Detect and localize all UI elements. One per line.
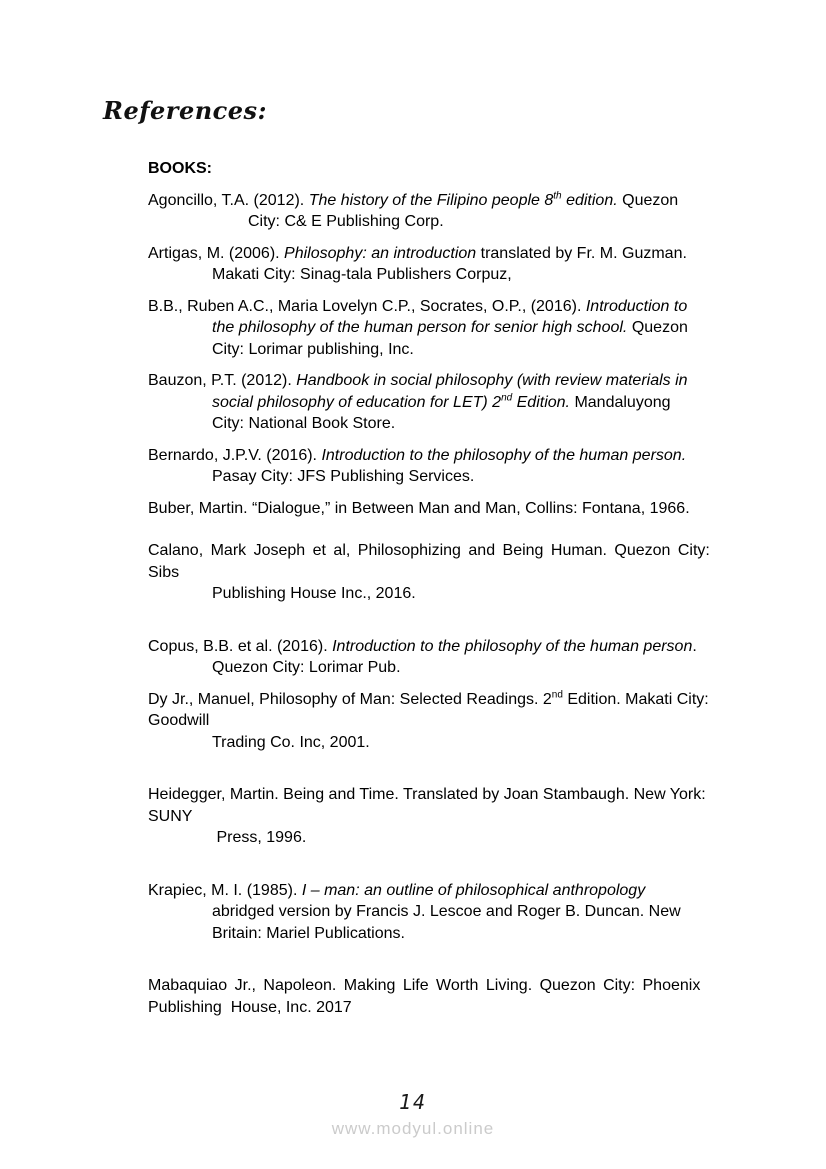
reference-line <box>148 732 730 754</box>
reference-line <box>148 880 730 902</box>
reference-entry <box>148 498 730 520</box>
text-segment: nd <box>551 689 563 701</box>
reference-line <box>148 784 730 806</box>
reference-entry <box>148 540 730 605</box>
text-segment: Makati City: Sinag-tala Publishers Corpuz, <box>212 266 512 283</box>
text-segment: Heidegger, Martin. Being and Time. Translated by Joan Stambaugh. New York: <box>148 786 706 803</box>
reference-line <box>148 901 730 923</box>
reference-line <box>148 445 730 467</box>
text-segment: Quezon <box>617 191 679 209</box>
text-segment: Artigas, M. (2006). <box>148 244 285 262</box>
text-segment: Calano, Mark Joseph et al, Philosophizing and Being Human. Quezon City: <box>148 542 710 559</box>
text-segment: City: National Book Store. <box>212 415 396 432</box>
reference-entry <box>148 190 730 233</box>
text-segment: Handbook in social philosophy (with review materials in <box>296 372 688 389</box>
text-segment: edition. <box>561 191 618 209</box>
text-segment: Quezon City: Lorimar Pub. <box>212 659 401 676</box>
reference-line <box>148 710 730 732</box>
text-segment: th <box>553 190 562 202</box>
reference-line <box>148 498 730 520</box>
text-segment: Krapiec, M. I. (1985). <box>148 881 302 899</box>
reference-entry <box>148 445 730 488</box>
text-segment: Sibs <box>148 563 180 581</box>
text-segment: Copus, B.B. et al. (2016). <box>148 637 333 655</box>
reference-line <box>148 413 730 435</box>
reference-entry <box>148 296 730 361</box>
references-list <box>148 190 730 1019</box>
reference-line <box>148 636 730 658</box>
text-segment: abridged version by Francis J. Lescoe and Roger B. Duncan. New <box>212 903 681 920</box>
text-segment: Press, 1996. <box>212 829 307 846</box>
text-segment: SUNY <box>148 807 193 825</box>
reference-entry <box>148 243 730 286</box>
reference-line <box>148 923 730 945</box>
reference-line <box>148 657 730 679</box>
text-segment: B.B., Ruben A.C., Maria Lovelyn C.P., Socrates, O.P., (2016). <box>148 297 586 315</box>
text-segment: social philosophy of education for LET) 2 <box>212 393 502 411</box>
text-segment: Edition. Makati City: <box>562 690 709 708</box>
text-segment: the philosophy of the human person for senior high school. <box>212 319 628 336</box>
reference-line <box>148 317 730 339</box>
references-section <box>148 158 730 1018</box>
text-segment: City: Lorimar publishing, Inc. <box>212 340 414 358</box>
watermark: www.modyul.online <box>331 1119 495 1138</box>
text-segment: Introduction to <box>585 297 688 315</box>
reference-line <box>148 583 730 605</box>
reference-line <box>148 997 730 1019</box>
section-heading-books: BOOKS: <box>148 160 212 177</box>
text-segment: Philosophy: an introduction <box>284 244 477 262</box>
text-segment: Mandaluyong <box>570 393 671 411</box>
reference-line <box>148 339 730 361</box>
text-segment: Britain: Mariel Publications. <box>212 924 405 942</box>
reference-line <box>148 689 730 711</box>
text-segment: Pasay City: JFS Publishing Services. <box>212 468 475 485</box>
reference-entry <box>148 370 730 435</box>
reference-line <box>148 190 730 212</box>
reference-entry <box>148 784 730 849</box>
reference-line <box>148 296 730 318</box>
reference-line <box>148 540 730 562</box>
text-segment: . <box>692 637 697 655</box>
text-segment: Goodwill <box>148 712 210 729</box>
text-segment: Introduction to the philosophy of the human person <box>332 637 693 655</box>
reference-line <box>148 392 730 414</box>
reference-entry <box>148 880 730 945</box>
reference-line <box>148 806 730 828</box>
reference-line <box>148 370 730 392</box>
text-segment: The history of the Filipino people 8 <box>308 191 554 209</box>
text-segment: City: C& E Publishing Corp. <box>248 213 444 230</box>
text-segment: Quezon <box>627 319 688 336</box>
page-title: References: <box>103 96 267 125</box>
text-segment: I – man: an outline of philosophical anthropology <box>301 881 646 899</box>
text-segment: Bernardo, J.P.V. (2016). <box>148 446 322 464</box>
text-segment: Bauzon, P.T. (2012). <box>148 372 297 389</box>
text-segment: Buber, Martin. “Dialogue,” in Between Man and Man, Collins: Fontana, 1966. <box>148 499 690 517</box>
reference-line <box>148 264 730 286</box>
reference-entry <box>148 689 730 754</box>
page-number: 14 <box>398 1090 428 1114</box>
reference-line <box>148 562 730 584</box>
text-segment: Edition. <box>512 393 570 411</box>
text-segment: Publishing House, Inc. 2017 <box>148 998 352 1016</box>
text-segment: Trading Co. Inc, 2001. <box>212 733 370 751</box>
reference-line <box>148 211 730 233</box>
text-segment: translated by Fr. M. Guzman. <box>476 244 687 262</box>
text-segment: Agoncillo, T.A. (2012). <box>148 191 309 209</box>
reference-line <box>148 243 730 265</box>
text-segment: Dy Jr., Manuel, Philosophy of Man: Selected Readings. 2 <box>148 690 552 708</box>
text-segment: Introduction to the philosophy of the human person. <box>321 446 687 464</box>
reference-entry <box>148 636 730 679</box>
reference-line <box>148 827 730 849</box>
text-segment: Mabaquiao Jr., Napoleon. Making Life Worth Living. Quezon City: Phoenix <box>148 977 701 994</box>
text-segment: nd <box>501 392 513 404</box>
reference-line <box>148 466 730 488</box>
reference-entry <box>148 975 730 1018</box>
reference-line <box>148 975 730 997</box>
text-segment: Publishing House Inc., 2016. <box>212 585 416 602</box>
